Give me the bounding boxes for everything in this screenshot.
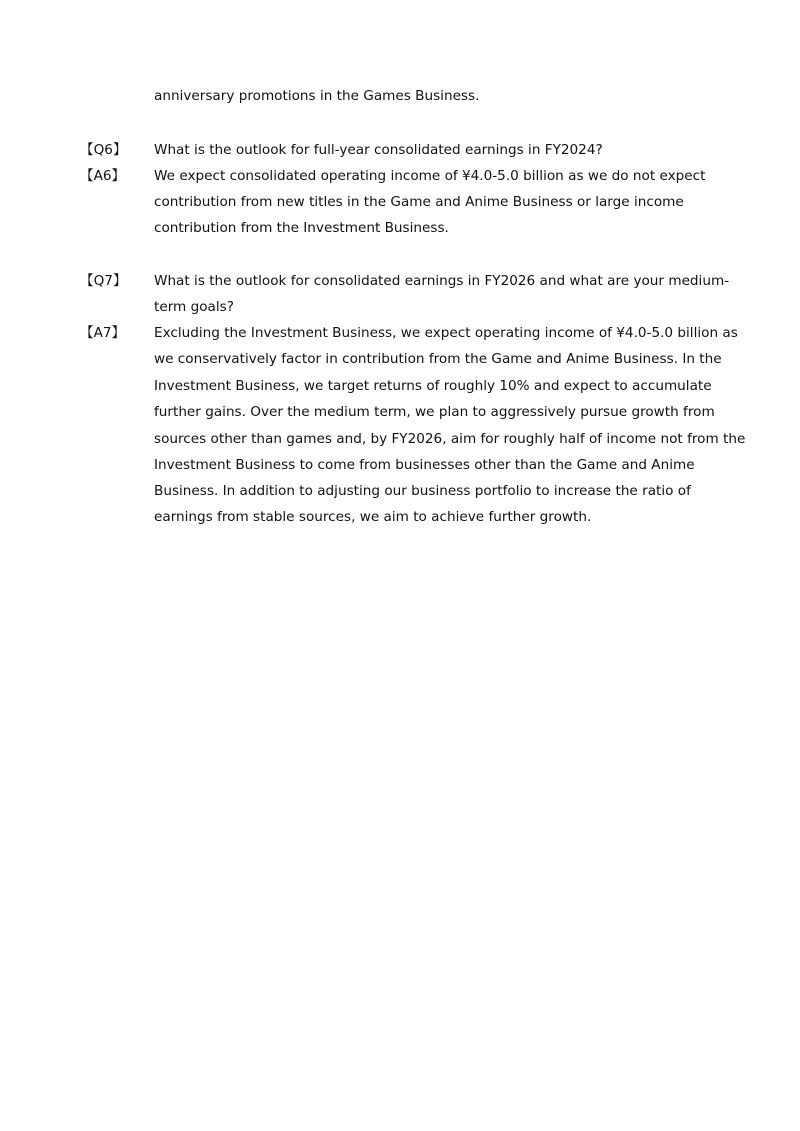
answer-text-a6-line: We expect consolidated operating income of ¥4.0-5.0 billion as we do not expect [154, 168, 706, 184]
answer-text-a6-line: contribution from new titles in the Game and Anime Business or large income [154, 194, 684, 210]
answer-text-a7-line: we conservatively factor in contribution from the Game and Anime Business. In the [154, 351, 722, 367]
continuation-line: anniversary promotions in the Games Business. [154, 88, 480, 104]
answer-text-a7-line: earnings from stable sources, we aim to achieve further growth. [154, 509, 592, 525]
question-label-q7: 【Q7】 [80, 273, 127, 289]
answer-text-a7-line: Excluding the Investment Business, we expect operating income of ¥4.0-5.0 billion as [154, 325, 738, 341]
question-text-q7-line: What is the outlook for consolidated earnings in FY2026 and what are your medium- [154, 273, 730, 289]
question-label-q6: 【Q6】 [80, 142, 127, 158]
answer-text-a6-line: contribution from the Investment Business. [154, 220, 449, 236]
question-text-q7-line: term goals? [154, 299, 234, 315]
question-text-q6: What is the outlook for full-year consolidated earnings in FY2024? [154, 142, 603, 158]
answer-text-a7-line: Investment Business to come from businesses other than the Game and Anime [154, 457, 695, 473]
answer-text-a7-line: Investment Business, we target returns of roughly 10% and expect to accumulate [154, 378, 712, 394]
answer-label-a6: 【A6】 [80, 168, 126, 184]
answer-text-a7-line: Business. In addition to adjusting our business portfolio to increase the ratio of [154, 483, 691, 499]
answer-text-a7-line: further gains. Over the medium term, we plan to aggressively pursue growth from [154, 404, 715, 420]
answer-label-a7: 【A7】 [80, 325, 126, 341]
answer-text-a7-line: sources other than games and, by FY2026, aim for roughly half of income not from the [154, 431, 746, 447]
